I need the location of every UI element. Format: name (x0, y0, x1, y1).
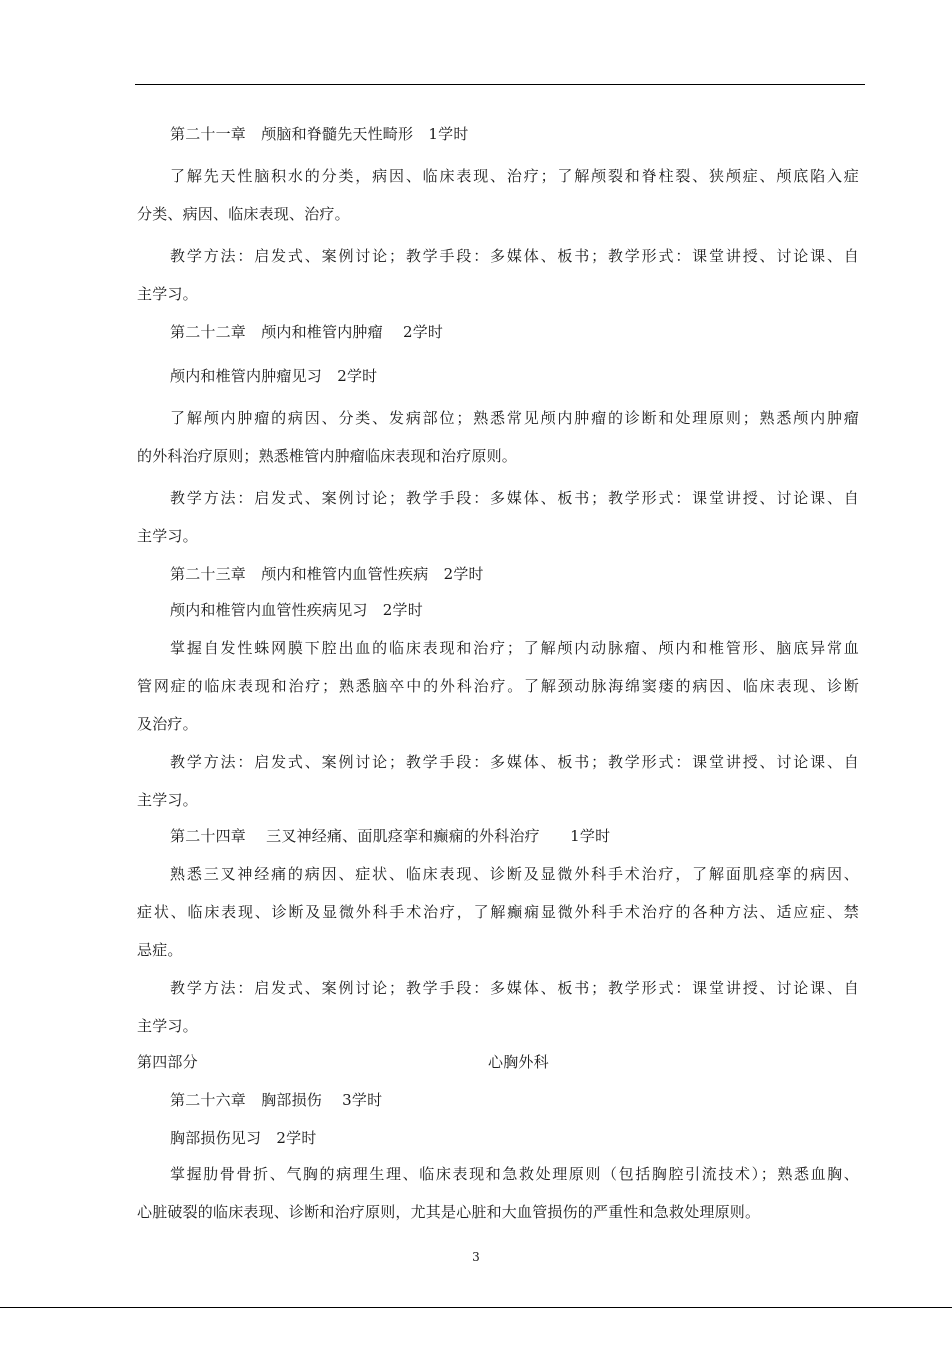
teaching-method-line: 教学方法：启发式、案例讨论；教学手段：多媒体、板书；教学形式：课堂讲授、讨论课、自 (170, 753, 859, 771)
footer-rule (0, 1307, 952, 1308)
paragraph-line: 及治疗。 (137, 715, 198, 733)
paragraph-line: 主学习。 (137, 1017, 198, 1035)
paragraph-line: 心脏破裂的临床表现、诊断和治疗原则，尤其是心脏和大血管损伤的严重性和急救处理原则。 (137, 1203, 761, 1221)
paragraph-line: 主学习。 (137, 285, 198, 303)
paragraph-line: 忌症。 (137, 941, 183, 959)
paragraph-line: 了解颅内肿瘤的病因、分类、发病部位；熟悉常见颅内肿瘤的诊断和处理原则；熟悉颅内肿瘤 (170, 409, 859, 427)
paragraph-line: 掌握肋骨骨折、气胸的病理生理、临床表现和急救处理原则（包括胸腔引流技术）；熟悉血胸、 (170, 1165, 859, 1183)
paragraph-line: 主学习。 (137, 791, 198, 809)
chapter-21-heading: 第二十一章 颅脑和脊髓先天性畸形 1学时 (170, 125, 469, 143)
chapter-22-heading: 第二十二章 颅内和椎管内肿瘤 2学时 (170, 323, 444, 341)
paragraph-line: 掌握自发性蛛网膜下腔出血的临床表现和治疗；了解颅内动脉瘤、颅内和椎管形、脑底异常血 (170, 639, 859, 657)
chapter-23-heading: 第二十三章 颅内和椎管内血管性疾病 2学时 (170, 565, 484, 583)
paragraph-line: 症状、临床表现、诊断及显微外科手术治疗，了解癫痫显微外科手术治疗的各种方法、适应症、禁 (137, 903, 859, 921)
page-number: 3 (472, 1250, 480, 1264)
paragraph-line: 主学习。 (137, 527, 198, 545)
header-rule (135, 84, 865, 85)
teaching-method-line: 教学方法：启发式、案例讨论；教学手段：多媒体、板书；教学形式：课堂讲授、讨论课、自 (170, 979, 859, 997)
paragraph-line: 熟悉三叉神经痛的病因、症状、临床表现、诊断及显微外科手术治疗，了解面肌痉挛的病因、 (170, 865, 859, 883)
paragraph-line: 管网症的临床表现和治疗；熟悉脑卒中的外科治疗。了解颈动脉海绵窦瘘的病因、临床表现、诊断 (137, 677, 859, 695)
paragraph-line: 的外科治疗原则；熟悉椎管内肿瘤临床表现和治疗原则。 (137, 447, 518, 465)
part-label: 第四部分 (137, 1053, 198, 1071)
practice-line: 胸部损伤见习 2学时 (170, 1129, 317, 1147)
teaching-method-line: 教学方法：启发式、案例讨论；教学手段：多媒体、板书；教学形式：课堂讲授、讨论课、自 (170, 247, 859, 265)
teaching-method-line: 教学方法：启发式、案例讨论；教学手段：多媒体、板书；教学形式：课堂讲授、讨论课、自 (170, 489, 859, 507)
paragraph-line: 分类、病因、临床表现、治疗。 (137, 205, 350, 223)
practice-line: 颅内和椎管内血管性疾病见习 2学时 (170, 601, 423, 619)
practice-line: 颅内和椎管内肿瘤见习 2学时 (170, 367, 378, 385)
part-title: 心胸外科 (488, 1053, 549, 1071)
paragraph-line: 了解先天性脑积水的分类，病因、临床表现、治疗；了解颅裂和脊柱裂、狭颅症、颅底陷入症 (170, 167, 859, 185)
part-heading (137, 1052, 859, 1072)
chapter-24-heading: 第二十四章 三叉神经痛、面肌痉挛和癫痫的外科治疗 1学时 (170, 827, 611, 845)
chapter-26-heading: 第二十六章 胸部损伤 3学时 (170, 1091, 383, 1109)
